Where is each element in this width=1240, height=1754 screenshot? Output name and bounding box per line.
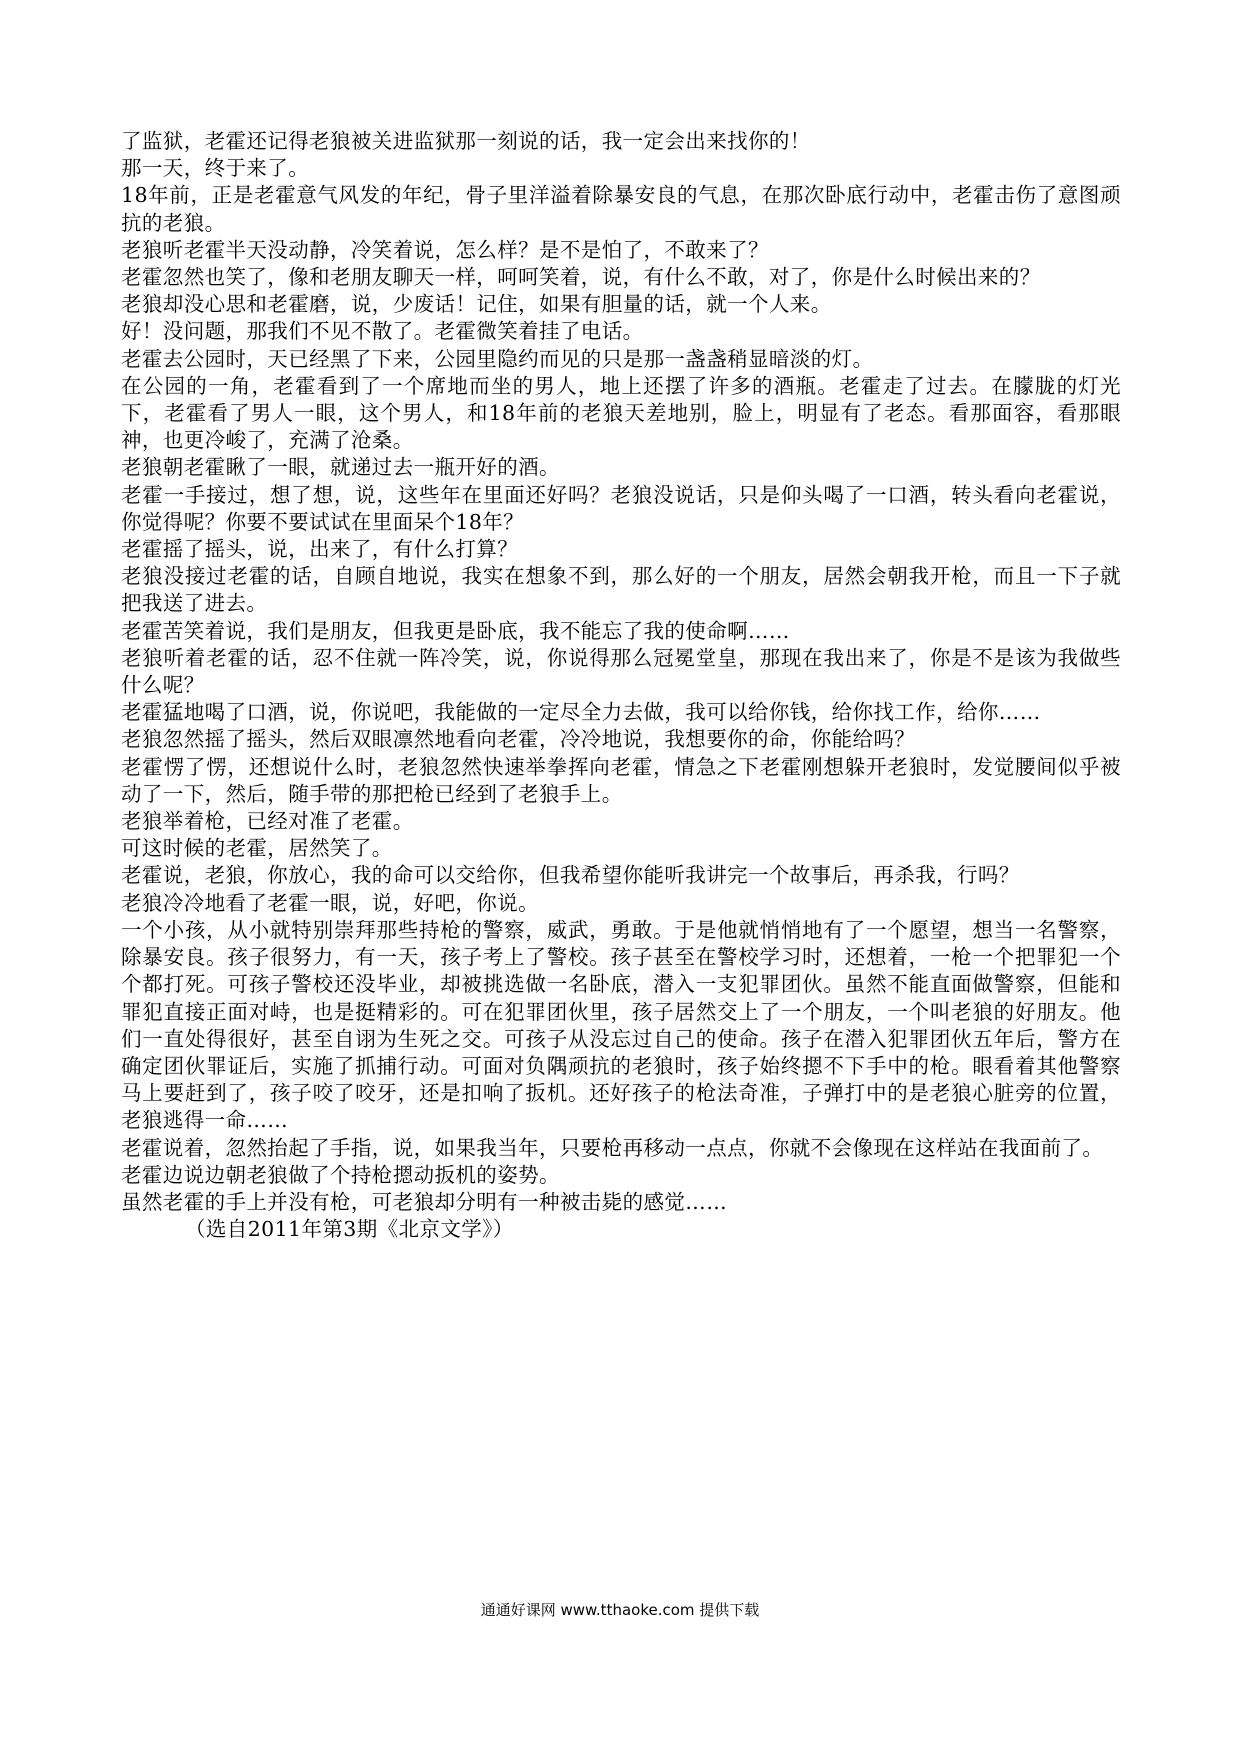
paragraph: 老霍猛地喝了口酒，说，你说吧，我能做的一定尽全力去做，我可以给你钱，给你找工作，给你…… bbox=[121, 700, 1041, 725]
paragraph: 老霍边说边朝老狼做了个持枪摁动扳机的姿势。 bbox=[121, 1162, 560, 1187]
paragraph: 好！没问题，那我们不见不散了。老霍微笑着挂了电话。 bbox=[121, 319, 644, 344]
page-footer: 通通好课网 www.tthaoke.com 提供下载 bbox=[480, 1601, 760, 1619]
paragraph: 在公园的一角，老霍看到了一个席地而坐的男人，地上还摆了许多的酒瓶。老霍走了过去。在朦胧的灯光下，老霍看了男人一眼，这个男人，和18年前的老狼天差地别，脸上，明显有了老态。看那面容，看那眼神，也更冷峻了，充满了沧桑。 bbox=[121, 373, 1121, 453]
paragraph: 老狼冷冷地看了老霍一眼，说，好吧，你说。 bbox=[121, 890, 539, 915]
paragraph: 老霍苦笑着说，我们是朋友，但我更是卧底，我不能忘了我的使命啊…… bbox=[121, 618, 790, 643]
paragraph: 老霍说着，忽然抬起了手指，说，如果我当年，只要枪再移动一点点，你就不会像现在这样站在我面前了。 bbox=[121, 1135, 1104, 1160]
paragraph: 老狼却没心思和老霍磨，说，少废话！记住，如果有胆量的话，就一个人来。 bbox=[121, 292, 832, 317]
paragraph: 老狼忽然摇了摇头，然后双眼凛然地看向老霍，冷冷地说，我想要你的命，你能给吗？ bbox=[121, 727, 916, 752]
paragraph: 老狼听老霍半天没动静，冷笑着说，怎么样？是不是怕了，不敢来了？ bbox=[121, 237, 769, 262]
paragraph: 老霍忽然也笑了，像和老朋友聊天一样，呵呵笑着，说，有什么不敢，对了，你是什么时候出来的？ bbox=[121, 265, 1041, 290]
paragraph: 老霍一手接过，想了想，说，这些年在里面还好吗？老狼没说话，只是仰头喝了一口酒，转头看向老霍说，你觉得呢？你要不要试试在里面呆个18年？ bbox=[121, 482, 1121, 534]
paragraph: 老狼朝老霍瞅了一眼，就递过去一瓶开好的酒。 bbox=[121, 455, 560, 480]
source-citation: （选自2011年第3期《北京文学》） bbox=[185, 1217, 514, 1242]
paragraph: 老霍愣了愣，还想说什么时，老狼忽然快速举拳挥向老霍，情急之下老霍刚想躲开老狼时，发觉腰间似乎被动了一下，然后，随手带的那把枪已经到了老狼手上。 bbox=[121, 754, 1121, 806]
paragraph: 18年前，正是老霍意气风发的年纪，骨子里洋溢着除暴安良的气息，在那次卧底行动中，老霍击伤了意图顽抗的老狼。 bbox=[121, 183, 1121, 235]
paragraph: 一个小孩，从小就特别崇拜那些持枪的警察，威武，勇敢。于是他就悄悄地有了一个愿望，想当一名警察，除暴安良。孩子很努力，有一天，孩子考上了警校。孩子甚至在警校学习时，还想着，一枪一个把罪犯一个个都打死。可孩子警校还没毕业，却被挑选做一名卧底，潜入一支犯罪团伙。虽然不能直面做警察，但能和罪犯直接正面对峙，也是挺精彩的。可在犯罪团伙里，孩子居然交上了一个朋友，一个叫老狼的好朋友。他们一直处得很好，甚至自诩为生死之交。可孩子从没忘过自己的使命。孩子在潜入犯罪团伙五年后，警方在确定团伙罪证后，实施了抓捕行动。可面对负隅顽抗的老狼时，孩子始终摁不下手中的枪。眼看着其他警察马上要赶到了，孩子咬了咬牙，还是扣响了扳机。还好孩子的枪法奇准，子弹打中的是老狼心脏旁的位置，老狼逃得一命…… bbox=[121, 917, 1121, 1133]
paragraph: 老狼举着枪，已经对准了老霍。 bbox=[121, 809, 414, 834]
paragraph: 老狼没接过老霍的话，自顾自地说，我实在想象不到，那么好的一个朋友，居然会朝我开枪，而且一下子就把我送了进去。 bbox=[121, 564, 1121, 616]
paragraph: 虽然老霍的手上并没有枪，可老狼却分明有一种被击毙的感觉…… bbox=[121, 1189, 728, 1214]
paragraph: 老霍摇了摇头，说，出来了，有什么打算？ bbox=[121, 537, 519, 562]
paragraph: 可这时候的老霍，居然笑了。 bbox=[121, 836, 393, 861]
paragraph: 老狼听着老霍的话，忍不住就一阵冷笑，说，你说得那么冠冕堂皇，那现在我出来了，你是不是该为我做些什么呢？ bbox=[121, 645, 1121, 698]
paragraph: 老霍去公园时，天已经黑了下来，公园里隐约而见的只是那一盏盏稍显暗淡的灯。 bbox=[121, 346, 874, 371]
paragraph: 老霍说，老狼，你放心，我的命可以交给你，但我希望你能听我讲完一个故事后，再杀我，行吗？ bbox=[121, 863, 1020, 888]
paragraph: 那一天，终于来了。 bbox=[121, 156, 310, 181]
story-text bbox=[121, 128, 1121, 1243]
paragraph: 了监狱，老霍还记得老狼被关进监狱那一刻说的话，我一定会出来找你的！ bbox=[121, 129, 811, 153]
